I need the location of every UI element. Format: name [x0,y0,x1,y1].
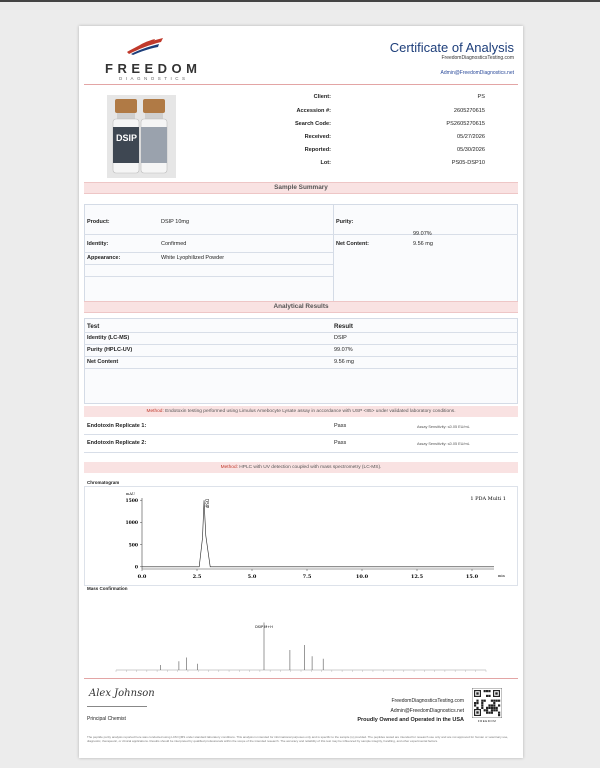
qr-module [481,707,483,709]
x-tick-label: 2.5 [192,574,202,580]
qr-module [481,704,483,706]
summary-column-divider [333,204,334,302]
meta-value: PS [477,94,485,100]
footer-email[interactable]: Admin@FreedomDiagnostics.net [390,708,464,714]
qr-module [491,700,493,702]
meta-value: 2605270615 [453,108,485,114]
mass-confirmation-title: Mass Confirmation [87,586,128,591]
sample-summary-box [84,204,518,302]
table-row-test: Net Content [87,359,119,365]
logo-wordmark: FREEDOM [105,61,202,76]
y-tick-label: 1000 [125,521,138,527]
qr-module [476,707,478,709]
chromatogram-title: Chromatogram [87,480,120,485]
qr-module [476,702,478,704]
endotoxin-method-band [84,406,518,417]
identity-value: Confirmed [161,241,187,247]
method-label: Method: [146,409,164,414]
qr-module [491,704,493,706]
results-row-divider [84,356,518,357]
meta-value: 05/30/2026 [457,147,485,153]
qr-finder-core [495,692,497,694]
col-test-header: Test [87,323,100,330]
meta-key: Search Code: [294,121,331,127]
product-photo [107,95,176,178]
qr-module [486,707,488,709]
meta-value: PS2605270615 [446,121,485,127]
analytical-results-box [84,318,518,404]
qr-module [498,714,500,716]
qr-module [488,704,490,706]
signature-line [87,706,147,707]
table-row-test: Identity (LC-MS) [87,335,130,341]
footer-disclaimer: The peptide purity analysis reported here was conducted using LCM QMS under standard laboratory conditions. This analysis is intended for informational purposes only and is specific to the sample (s) provided. The peptides tested are intended for research use only and are not approved for human or veterinary use, diagnostic, therapeutic, or clinical applications. Results should be interpreted by qualified professionals within the scope of the intended research. The accuracy and reliability of this test may be influenced by sample integrity, handling, and other experimental factors. [87,735,509,743]
footer-website[interactable]: FreedomDiagnosticsTesting.com [391,698,464,704]
endotoxin-rep2-result: Pass [334,440,347,446]
analytical-results-header: Analytical Results [84,301,518,313]
header-divider [84,84,518,85]
x-tick-label: 12.5 [410,574,424,580]
chromatogram-trace [142,500,494,567]
x-unit-label: min [498,574,505,578]
qr-module [481,702,483,704]
endotoxin-rep2-sensitivity: Assay Sensitivity: ≤0.05 EU/mL [417,442,470,446]
sample-summary-header: Sample Summary [84,182,518,194]
table-row-result: DSIP [334,335,347,341]
qr-module [476,700,478,702]
table-row-test: Purity (HPLC-UV) [87,347,133,353]
header-email[interactable]: Admin@FreedomDiagnostics.net [440,70,514,76]
certificate-page [79,26,523,758]
qr-module [488,707,490,709]
qr-module [493,707,495,709]
qr-module [488,695,490,697]
product-label: Product: [87,219,110,225]
qr-module [491,712,493,714]
results-row-divider [84,332,518,333]
qr-module [493,709,495,711]
summary-row-divider [84,276,333,277]
qr-code-icon[interactable] [472,688,502,718]
logo-subtitle: DIAGNOSTICS [119,76,189,81]
qr-module [486,695,488,697]
meta-value: PS05-DSP10 [451,160,485,166]
x-tick-label: 7.5 [302,574,312,580]
y-tick-label: 1500 [125,499,138,505]
eagle-flag-logo-icon [125,34,165,56]
x-tick-label: 15.0 [465,574,479,580]
y-tick-label: 0 [134,565,138,571]
appearance-label: Appearance: [87,255,121,261]
qr-module [496,709,498,711]
vial-label: DSIP [116,133,138,143]
mass-spectrum-chart [84,592,518,682]
summary-row-divider [84,264,333,265]
usa-tagline: Proudly Owned and Operated in the USA [357,717,464,723]
qr-caption: FREEDOM [477,719,497,723]
identity-label: Identity: [87,241,109,247]
purity-value: 99.07% [413,231,432,237]
appearance-value: White Lyophilized Powder [161,255,225,261]
qr-module [493,702,495,704]
col-result-header: Result [334,323,353,330]
qr-module [486,690,488,692]
qr-module [484,700,486,702]
chromatogram-chart [84,486,518,586]
qr-module [488,712,490,714]
x-tick-label: 5.0 [247,574,257,580]
purity-label: Purity: [336,219,354,225]
method-text: Endotoxin testing performed using Limulus Amebocyte Lysate assay in accordance with USP <85> under validated laboratory conditions. [165,409,456,414]
qr-finder-core [476,692,478,694]
qr-module [486,709,488,711]
endotoxin-rep2-label: Endotoxin Replicate 2: [87,440,147,446]
qr-finder-core [476,711,478,713]
signature: Alex Johnson [89,688,155,699]
qr-module [484,709,486,711]
endotoxin-rep1-label: Endotoxin Replicate 1: [87,423,147,429]
meta-key: Lot: [320,160,331,166]
top-edge-line [0,0,600,2]
endotoxin-rep1-sensitivity: Assay Sensitivity: ≤0.05 EU/mL [417,425,470,429]
qr-module [491,709,493,711]
qr-module [493,704,495,706]
endotoxin-rep1-result: Pass [334,423,347,429]
meta-key: Received: [304,134,331,140]
net-content-label: Net Content: [336,241,369,247]
qr-module [498,704,500,706]
qr-module [474,704,476,706]
endotoxin-row-divider [84,452,518,453]
method-text: HPLC with UV detection coupled with mass spectrometry (LC-MS). [239,465,382,470]
qr-module [488,690,490,692]
qr-module [496,700,498,702]
table-row-result: 99.07% [334,347,353,353]
header-website[interactable]: FreedomDiagnosticsTesting.com [441,55,514,61]
summary-row-divider [84,252,333,253]
peak-label: DSIP [204,499,210,509]
qr-module [474,702,476,704]
net-content-value: 9.56 mg [413,241,433,247]
meta-value: 05/27/2026 [457,134,485,140]
qr-module [491,707,493,709]
qr-module [496,707,498,709]
hplc-method-band [84,462,518,473]
table-row-result: 9.56 mg [334,359,354,365]
signature-divider [84,678,518,679]
endotoxin-row-divider [84,434,518,435]
qr-module [498,700,500,702]
results-row-divider [84,368,518,369]
qr-module [498,712,500,714]
meta-key: Reported: [304,147,331,153]
y-axis-label: mAU [126,492,135,496]
document-title: Certificate of Analysis [389,40,514,55]
signatory-title: Principal Chemist [87,716,126,722]
meta-key: Accession #: [296,108,331,114]
y-tick-label: 500 [128,543,138,549]
meta-key: Client: [313,94,331,100]
qr-module [486,712,488,714]
qr-module [493,700,495,702]
x-tick-label: 0.0 [137,574,147,580]
legend-entry: 1 PDA Multi 1 [470,496,506,502]
x-tick-label: 10.0 [355,574,369,580]
method-label: Method: [220,465,238,470]
results-row-divider [84,344,518,345]
summary-row-divider [84,234,333,235]
qr-module [481,700,483,702]
qr-module [484,690,486,692]
mass-peak-label: DSIP M+H [255,625,273,629]
product-value: DSIP 10mg [161,219,190,225]
